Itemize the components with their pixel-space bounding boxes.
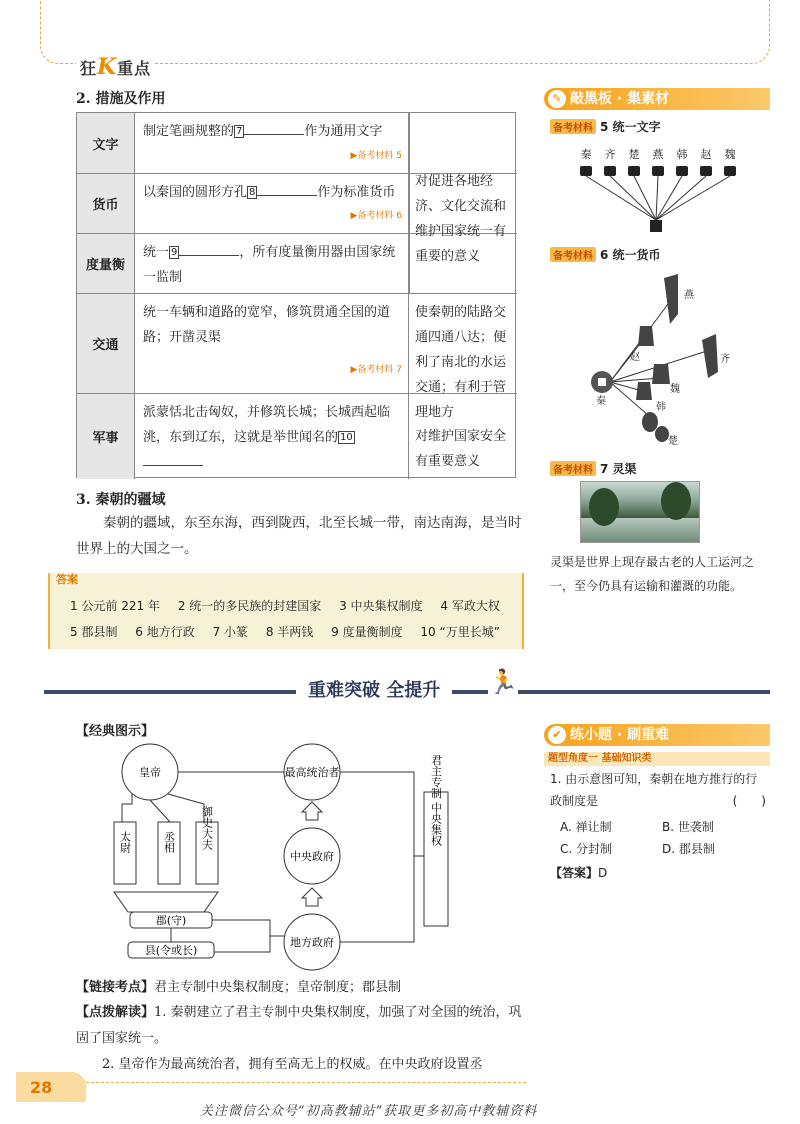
row-content (135, 234, 409, 293)
tip-text: 1. 秦朝建立了君主专制中央集权制度，加强了对全国的统治，巩固了国家统一。 (76, 1005, 522, 1046)
row-effect: 使秦朝的陆路交通四通八达；便利了南北的水运交通；有利于管理地方 (415, 305, 507, 420)
page-number: 28 (30, 1078, 53, 1097)
coin-state-label: 魏 (670, 384, 680, 395)
material-ref: ▶备考材料 5 (350, 151, 402, 161)
emperor-label: 皇帝 (139, 766, 161, 779)
material-7-title (550, 460, 637, 477)
answer-item: 8 半两钱 (265, 625, 314, 639)
row-text: 派蒙恬北击匈奴，并修筑长城；长城西起临洮，东到辽东，这就是举世闻名的 (143, 405, 391, 445)
column-divider (409, 113, 410, 293)
question-text (550, 768, 766, 812)
answer-line (550, 862, 607, 884)
page-number-box (16, 1072, 86, 1102)
coin-state-label: 韩 (656, 402, 666, 413)
row-label: 军事 (77, 394, 135, 479)
knife-coin (702, 334, 718, 378)
tips-block (76, 1000, 522, 1052)
unified-script-figure (556, 148, 756, 234)
supreme-label: 最高统治者 (284, 766, 340, 779)
logo-suffix: 重点 (117, 59, 152, 78)
tips-label: 【点拨解读】 (76, 1005, 155, 1020)
answer-tag: 答案 (56, 573, 78, 586)
row-text: 以秦国的圆形方孔 (143, 185, 248, 200)
measures-table (76, 112, 516, 478)
fill-blank (143, 452, 203, 466)
section2-title: 2. 措施及作用 (76, 91, 166, 107)
link-points (76, 975, 522, 1001)
row-content (135, 113, 409, 173)
tree-shape (661, 482, 691, 520)
practice-icon: ✔ (548, 726, 566, 744)
row-content (135, 174, 409, 233)
board-icon: ✎ (548, 90, 566, 108)
material-title: 6 统一货币 (600, 248, 661, 262)
answer-item: 1 公元前 221 年 (70, 599, 160, 613)
option-d: D. 郡县制 (662, 842, 715, 856)
material-5-title (550, 118, 661, 135)
answer-item: 3 中央集权制度 (339, 599, 423, 613)
row-text: 作为通用文字 (304, 124, 383, 139)
row-effect: 对维护国家安全有重要意义 (415, 429, 507, 469)
material-title: 7 灵渠 (600, 462, 637, 476)
central-gov-label: 中央政府 (290, 850, 334, 863)
local-gov-label: 地方政府 (290, 936, 334, 949)
blank-number: 9 (171, 247, 178, 258)
fill-blank (244, 121, 304, 135)
page-divider (86, 1082, 526, 1083)
practice-header (544, 724, 770, 746)
answer-line-1 (70, 597, 514, 614)
answer-item: 4 军政大权 (440, 599, 500, 613)
material-badge: 备考材料 (550, 461, 596, 476)
state-label: 齐 (604, 148, 616, 161)
logo-prefix: 狂 (80, 59, 98, 78)
question-type: 题型角度一 基础知识类 (548, 753, 652, 764)
classic-title: 【经典图示】 (76, 724, 155, 739)
section3-text: 秦朝的疆域，东至东海，西到陇西，北至长城一带，南达南海，是当时世界上的大国之一。 (76, 515, 522, 557)
coin-state-label: 秦 (596, 396, 606, 407)
section3-title: 3. 秦朝的疆域 (76, 492, 166, 508)
state-label: 秦 (580, 148, 592, 161)
footer-note: 关注微信公众号“初高教辅站”获取更多初高中教辅资料 (200, 1104, 538, 1119)
fill-blank (179, 242, 239, 256)
state-label: 赵 (700, 148, 712, 161)
answer-item: 2 统一的多民族的封建国家 (177, 599, 322, 613)
spade-coin (652, 364, 670, 384)
fill-blank (257, 182, 317, 196)
runner-icon: 🏃 (488, 668, 518, 696)
section-logo (76, 54, 155, 80)
question-type-bar (544, 752, 770, 766)
side-label: 君主专制 中央集权 (429, 754, 443, 846)
government-structure-diagram (80, 742, 460, 972)
state-label: 燕 (652, 148, 664, 161)
yushi-label: 御史大夫 (200, 806, 214, 850)
blank-number: 10 (340, 432, 353, 443)
logo-k: K (97, 54, 118, 80)
coin-state-label: 齐 (720, 354, 730, 365)
coin-state-label: 燕 (684, 290, 694, 301)
tip2-text: 2. 皇帝作为最高统治者，拥有至高无上的权威。在中央政府设置丞 (102, 1057, 483, 1072)
blank-number: 7 (236, 126, 243, 137)
material-ref: ▶备考材料 7 (350, 365, 402, 375)
answer-item: 6 地方行政 (135, 625, 195, 639)
knife-coin (664, 274, 678, 324)
jun-label: 郡(守) (155, 914, 187, 927)
practice-header-text: 练小题 · 刷重难 (570, 727, 670, 743)
merged-effect-cell: 对促进各地经济、文化交流和维护国家统一有重要的意义 (415, 174, 507, 264)
material-7-text: 灵渠是世界上现存最古老的人工运河之一，至今仍具有运输和灌溉的功能。 (550, 555, 755, 593)
material-badge: 备考材料 (550, 247, 596, 262)
link-text: 君主专制中央集权制度；皇帝制度；郡县制 (154, 980, 402, 995)
coin-state-label: 楚 (668, 436, 678, 447)
option-c: C. 分封制 (560, 842, 613, 856)
answer-line-2 (70, 623, 514, 640)
coin-state-label: 赵 (630, 352, 640, 363)
answer-paren: ( ) (732, 794, 766, 808)
answer-item: 10 “万里长城” (420, 625, 500, 639)
materials-header-text: 敲黑板 · 集素材 (570, 91, 670, 107)
row-text: ，所有度量衡用器由国家统一监制 (143, 245, 396, 285)
row-text: 统一 (143, 245, 170, 260)
row-text: 统一车辆和道路的宽窄，修筑贯通全国的道路；开凿灵渠 (143, 305, 391, 345)
spade-coin (636, 382, 652, 400)
antnose-coin (642, 412, 658, 432)
table-row (77, 293, 517, 420)
lingqu-canal-photo (580, 481, 700, 543)
state-label: 楚 (628, 148, 640, 161)
tree-shape (589, 488, 619, 526)
answer-item: 9 度量衡制度 (331, 625, 403, 639)
answer-value: D (598, 866, 608, 880)
taiwei-label: 太尉 (118, 831, 132, 853)
answer-label: 【答案】 (550, 866, 599, 880)
link-label: 【链接考点】 (76, 980, 155, 995)
table-row (77, 393, 517, 479)
blank-number: 8 (249, 187, 256, 198)
state-label: 魏 (724, 148, 736, 161)
row-text: 作为标准货币 (317, 185, 396, 200)
material-ref: ▶备考材料 6 (350, 211, 402, 221)
option-b: B. 世袭制 (662, 820, 714, 834)
row-label: 货币 (77, 174, 135, 233)
unified-currency-figure (580, 268, 760, 448)
row-label: 交通 (77, 294, 135, 393)
row-content (135, 394, 409, 479)
chengxiang-label: 丞相 (162, 831, 176, 853)
material-badge: 备考材料 (550, 119, 596, 134)
answer-item: 7 小篆 (212, 625, 249, 639)
option-a: A. 禅让制 (560, 820, 612, 834)
row-label: 度量衡 (77, 234, 135, 293)
material-6-title (550, 246, 661, 263)
row-label: 文字 (77, 113, 135, 173)
antnose-coin (655, 426, 669, 442)
spade-coin (638, 326, 654, 346)
answer-box (48, 573, 524, 649)
section-banner-title: 重难突破 全提升 (296, 676, 452, 702)
question-stem: 1. 由示意图可知，秦朝在地方推行的行政制度是 (550, 772, 758, 808)
row-text: 制定笔画规整的 (143, 124, 235, 139)
answer-item: 5 郡县制 (70, 625, 118, 639)
state-label: 韩 (676, 148, 688, 161)
material-title: 5 统一文字 (600, 120, 661, 134)
row-content (135, 294, 409, 393)
materials-header (544, 88, 770, 110)
xian-label: 县(令或长) (144, 944, 198, 957)
